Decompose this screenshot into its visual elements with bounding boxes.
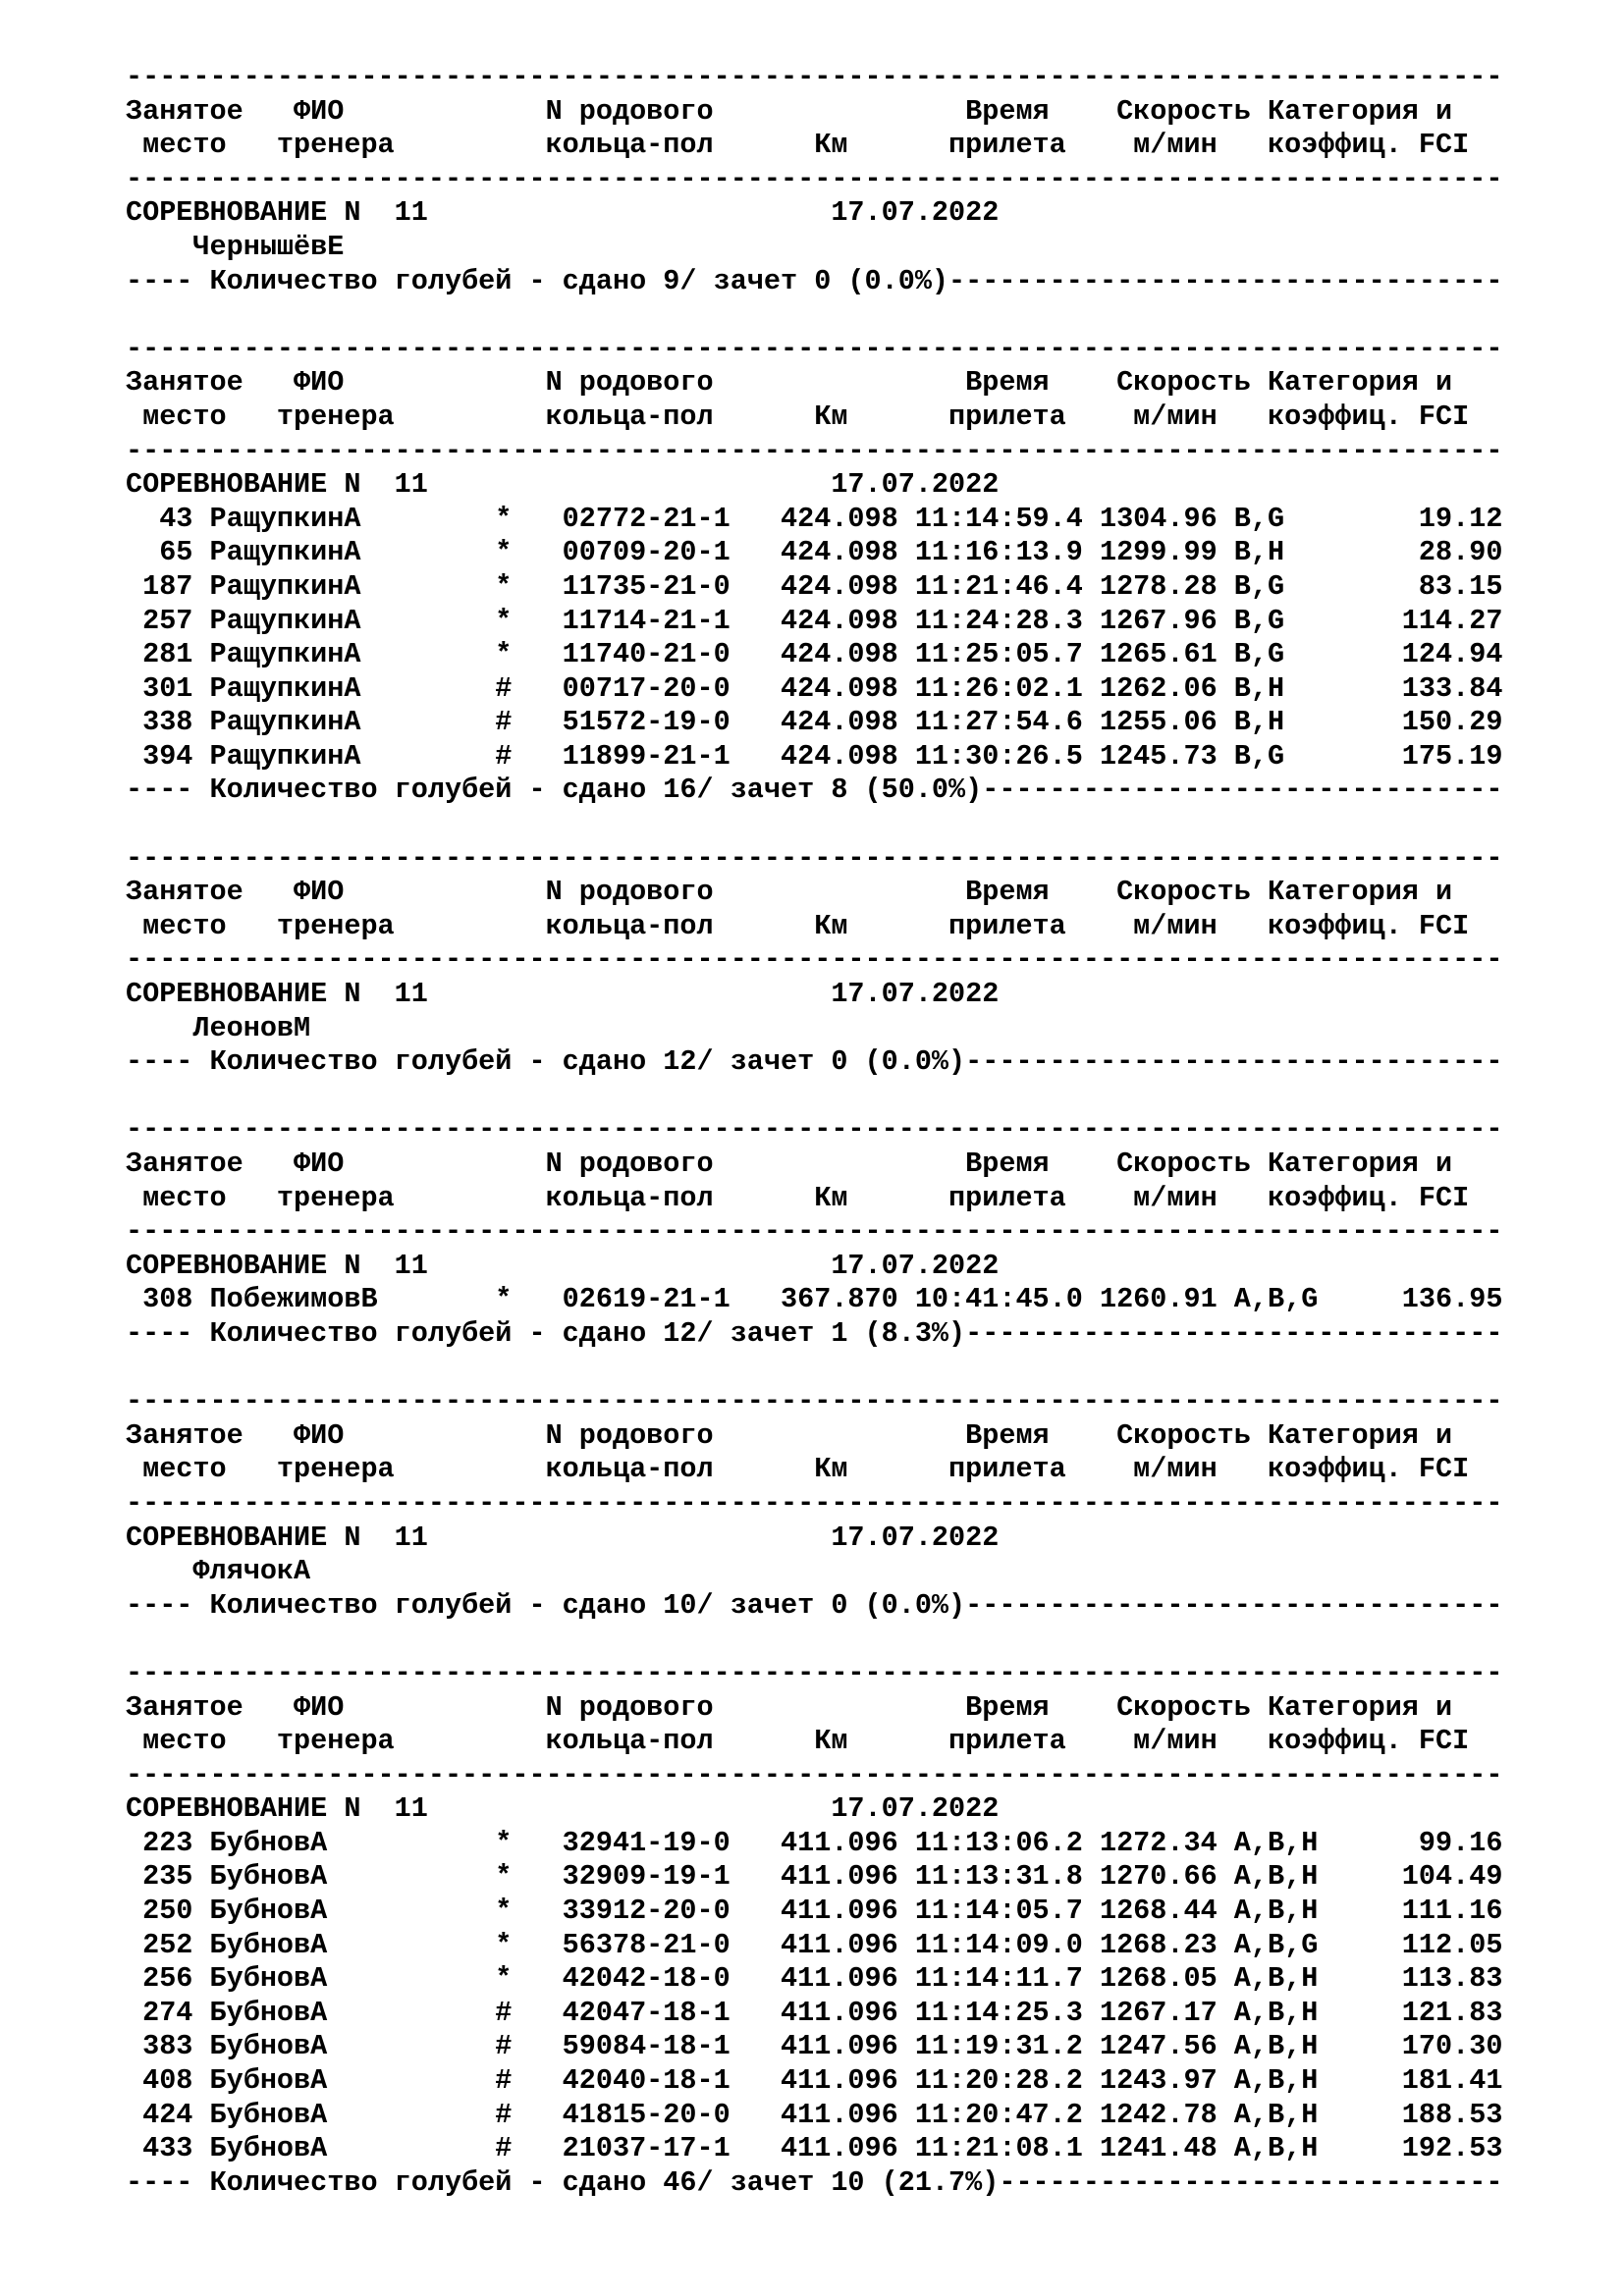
- result-row: 256 БубновА * 42042-18-0 411.096 11:14:11.7 1268.05 A,B,H 113.83: [126, 1962, 1503, 1996]
- result-row: 424 БубновА # 41815-20-0 411.096 11:20:47.2 1242.78 A,B,H 188.53: [126, 2098, 1503, 2131]
- column-header-row-1: Занятое ФИО N родового Время Скорость Категория и: [126, 1418, 1453, 1452]
- result-row: 235 БубновА * 32909-19-1 411.096 11:13:31.8 1270.66 A,B,H 104.49: [126, 1860, 1503, 1894]
- result-row: 252 БубновА * 56378-21-0 411.096 11:14:09.0 1268.23 A,B,G 112.05: [126, 1928, 1503, 1961]
- competition-line: СОРЕВНОВАНИЕ N 11 17.07.2022: [126, 978, 1000, 1011]
- competition-line: СОРЕВНОВАНИЕ N 11 17.07.2022: [126, 196, 1000, 230]
- result-row: 433 БубновА # 21037-17-1 411.096 11:21:08.1 1241.48 A,B,H 192.53: [126, 2132, 1503, 2165]
- results-report: [126, 61, 1598, 2200]
- result-row: 257 РащупкинА * 11714-21-1 424.098 11:24:28.3 1267.96 B,G 114.27: [126, 604, 1503, 637]
- result-row: 301 РащупкинА # 00717-20-0 424.098 11:26:02.1 1262.06 B,H 133.84: [126, 671, 1503, 705]
- result-row: 281 РащупкинА * 11740-21-0 424.098 11:25:05.7 1265.61 B,G 124.94: [126, 638, 1503, 671]
- rule-line: ----------------------------------------------------------------------------------: [126, 1385, 1503, 1418]
- result-row: 308 ПобежимовВ * 02619-21-1 367.870 10:41:45.0 1260.91 A,B,G 136.95: [126, 1283, 1503, 1316]
- column-header-row-2: место тренера кольца-пол Км прилета м/мин коэффиц. FCI: [126, 400, 1470, 433]
- spacer: [126, 1080, 1598, 1114]
- spacer: [126, 1623, 1598, 1657]
- column-header-row-1: Занятое ФИО N родового Время Скорость Категория и: [126, 876, 1453, 909]
- rule-line: ----------------------------------------------------------------------------------: [126, 61, 1503, 93]
- competition-line: СОРЕВНОВАНИЕ N 11 17.07.2022: [126, 1521, 1000, 1554]
- result-row: 394 РащупкинА # 11899-21-1 424.098 11:30:26.5 1245.73 B,G 175.19: [126, 739, 1503, 773]
- column-header-row-2: место тренера кольца-пол Км прилета м/мин коэффиц. FCI: [126, 909, 1470, 942]
- column-header-row-2: место тренера кольца-пол Км прилета м/мин коэффиц. FCI: [126, 1181, 1470, 1214]
- column-header-row-2: место тренера кольца-пол Км прилета м/мин коэффиц. FCI: [126, 1725, 1470, 1758]
- result-row: 408 БубновА # 42040-18-1 411.096 11:20:28.2 1243.97 A,B,H 181.41: [126, 2064, 1503, 2098]
- rule-line: ----------------------------------------------------------------------------------: [126, 943, 1503, 977]
- spacer: [126, 298, 1598, 333]
- rule-line: ----------------------------------------------------------------------------------: [126, 1215, 1503, 1249]
- trainer-name: ЧернышёвЕ: [126, 230, 345, 263]
- column-header-row-1: Занятое ФИО N родового Время Скорость Категория и: [126, 1148, 1453, 1180]
- spacer: [126, 1352, 1598, 1386]
- result-row: 274 БубновА # 42047-18-1 411.096 11:14:25.3 1267.17 A,B,H 121.83: [126, 1996, 1503, 2029]
- rule-line: ----------------------------------------------------------------------------------: [126, 332, 1503, 365]
- result-row: 250 БубновА * 33912-20-0 411.096 11:14:05.7 1268.44 A,B,H 111.16: [126, 1895, 1503, 1928]
- result-row: 187 РащупкинА * 11735-21-0 424.098 11:21:46.4 1278.28 B,G 83.15: [126, 569, 1503, 603]
- summary-line: ---- Количество голубей - сдано 12/ зачет 0 (0.0%)--------------------------------: [126, 1045, 1503, 1079]
- column-header-row-1: Занятое ФИО N родового Время Скорость Категория и: [126, 1690, 1453, 1724]
- result-row: 223 БубновА * 32941-19-0 411.096 11:13:06.2 1272.34 A,B,H 99.16: [126, 1826, 1503, 1859]
- summary-line: ---- Количество голубей - сдано 12/ зачет 1 (8.3%)--------------------------------: [126, 1316, 1503, 1350]
- summary-line: ---- Количество голубей - сдано 9/ зачет 0 (0.0%)---------------------------------: [126, 264, 1503, 297]
- summary-line: ---- Количество голубей - сдано 16/ зачет 8 (50.0%)-------------------------------: [126, 774, 1503, 807]
- trainer-name: ФлячокА: [126, 1555, 311, 1588]
- column-header-row-2: место тренера кольца-пол Км прилета м/мин коэффиц. FCI: [126, 1453, 1470, 1486]
- column-header-row-1: Занятое ФИО N родового Время Скорость Категория и: [126, 94, 1453, 128]
- spacer: [126, 808, 1598, 842]
- rule-line: ----------------------------------------------------------------------------------: [126, 841, 1503, 875]
- result-row: 65 РащупкинА * 00709-20-1 424.098 11:16:13.9 1299.99 B,H 28.90: [126, 536, 1503, 569]
- rule-line: ----------------------------------------------------------------------------------: [126, 1758, 1503, 1791]
- trainer-name: ЛеоновМ: [126, 1011, 311, 1044]
- summary-line: ---- Количество голубей - сдано 46/ зачет 10 (21.7%)------------------------------: [126, 2165, 1503, 2199]
- result-row: 383 БубновА # 59084-18-1 411.096 11:19:31.2 1247.56 A,B,H 170.30: [126, 2030, 1503, 2063]
- result-row: 338 РащупкинА # 51572-19-0 424.098 11:27:54.6 1255.06 B,H 150.29: [126, 706, 1503, 739]
- rule-line: ----------------------------------------------------------------------------------: [126, 1656, 1503, 1689]
- result-row: 43 РащупкинА * 02772-21-1 424.098 11:14:59.4 1304.96 B,G 19.12: [126, 502, 1503, 535]
- rule-line: ----------------------------------------------------------------------------------: [126, 1486, 1503, 1520]
- rule-line: ----------------------------------------------------------------------------------: [126, 1113, 1503, 1147]
- competition-line: СОРЕВНОВАНИЕ N 11 17.07.2022: [126, 1249, 1000, 1282]
- competition-line: СОРЕВНОВАНИЕ N 11 17.07.2022: [126, 1792, 1000, 1826]
- summary-line: ---- Количество голубей - сдано 10/ зачет 0 (0.0%)--------------------------------: [126, 1588, 1503, 1622]
- rule-line: ----------------------------------------------------------------------------------: [126, 434, 1503, 467]
- competition-line: СОРЕВНОВАНИЕ N 11 17.07.2022: [126, 468, 1000, 502]
- column-header-row-2: место тренера кольца-пол Км прилета м/мин коэффиц. FCI: [126, 129, 1470, 162]
- column-header-row-1: Занятое ФИО N родового Время Скорость Категория и: [126, 366, 1453, 400]
- rule-line: ----------------------------------------------------------------------------------: [126, 162, 1503, 195]
